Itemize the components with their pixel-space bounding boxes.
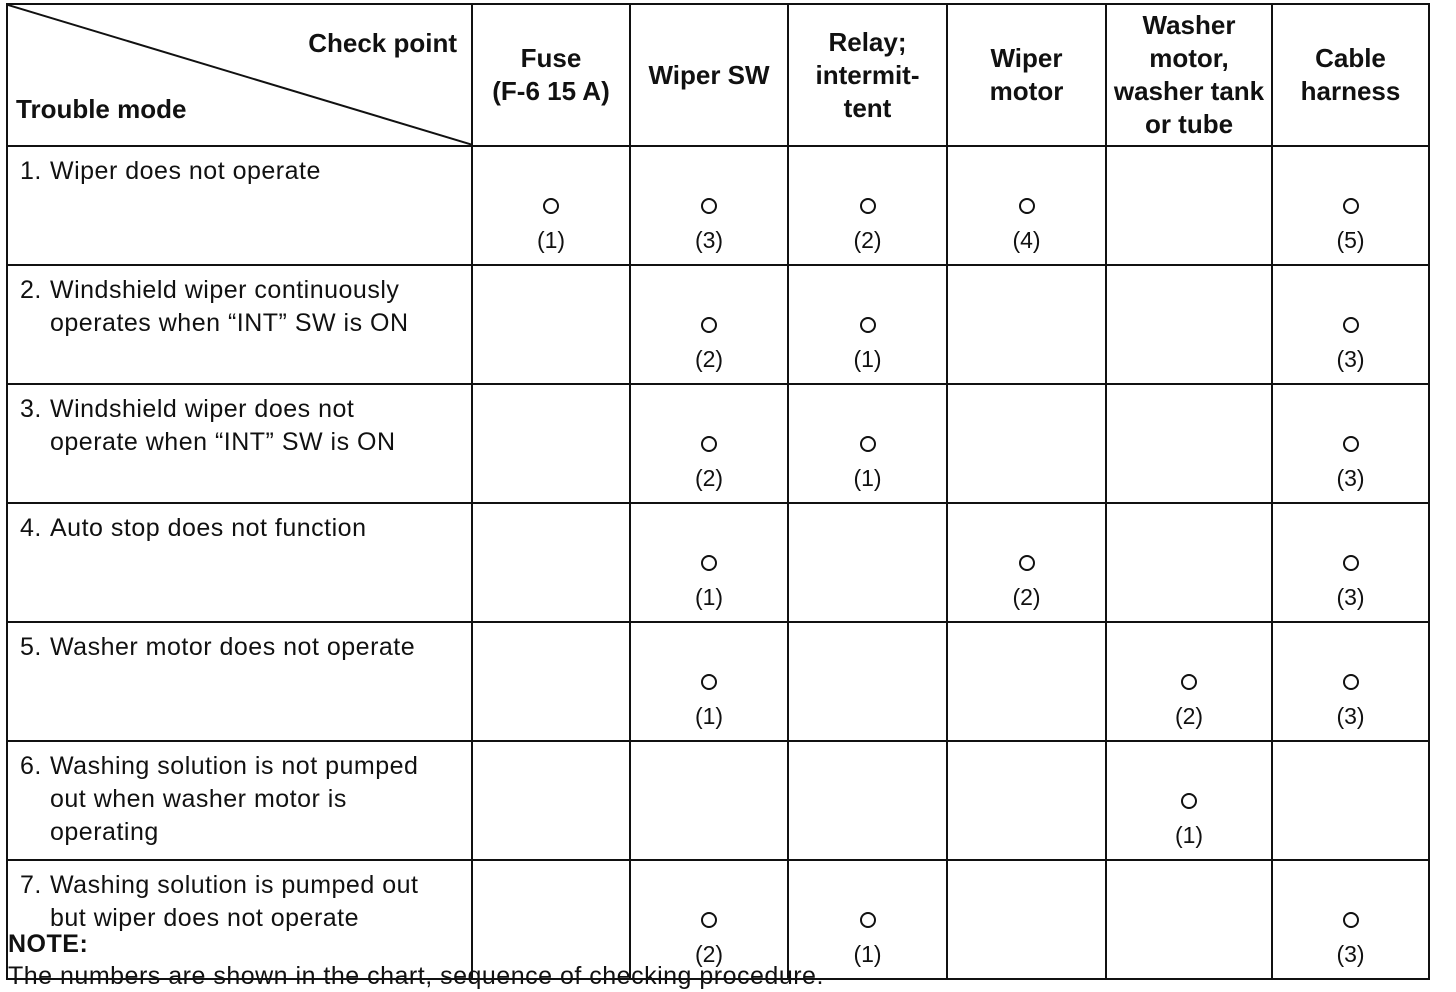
- check-cell: [947, 503, 1106, 622]
- column-header-line: Fuse: [520, 43, 582, 73]
- check-order: (4): [1012, 227, 1041, 253]
- check-order: (3): [1336, 941, 1365, 967]
- column-header-3: [788, 4, 947, 146]
- check-cell: [630, 265, 788, 384]
- trouble-text-line: operating: [50, 818, 159, 846]
- check-cell: [1272, 860, 1429, 979]
- table-row: [7, 741, 1429, 860]
- trouble-text-line: Washer motor does not operate: [50, 633, 416, 661]
- check-circle-icon: [1343, 317, 1359, 333]
- check-circle-icon: [1343, 436, 1359, 452]
- column-header-line: motor,: [1149, 43, 1229, 73]
- trouble-text-line: but wiper does not operate: [50, 904, 360, 932]
- check-order: (2): [1012, 584, 1041, 610]
- check-order: (1): [853, 465, 882, 491]
- check-order: (3): [1336, 346, 1365, 372]
- check-circle-icon: [1343, 198, 1359, 214]
- check-order: (2): [694, 346, 724, 372]
- check-circle-icon: [701, 198, 717, 214]
- column-header-line: tent: [843, 92, 892, 123]
- trouble-number: 6.: [20, 752, 42, 780]
- check-circle-icon: [1343, 555, 1359, 571]
- check-order: (3): [1336, 465, 1365, 491]
- check-cell: [1272, 146, 1429, 265]
- check-order: (2): [853, 227, 882, 253]
- check-cell: [947, 146, 1106, 265]
- trouble-text-line: Windshield wiper does not: [50, 395, 355, 423]
- check-cell: [788, 265, 947, 384]
- check-order: (1): [1174, 822, 1204, 848]
- check-order: (1): [853, 346, 882, 372]
- trouble-text-line: Washing solution is not pumped: [50, 752, 419, 780]
- check-circle-icon: [1181, 793, 1197, 809]
- note-title: NOTE:: [8, 930, 89, 958]
- troubleshooting-chart: [6, 3, 1430, 980]
- table-row: [7, 146, 1429, 265]
- trouble-number: 7.: [20, 871, 42, 899]
- table-row: [7, 622, 1429, 741]
- column-header-1: [472, 4, 630, 146]
- check-cell: [1106, 622, 1272, 741]
- check-order: (3): [1336, 584, 1365, 610]
- trouble-mode-cell: [7, 503, 472, 622]
- check-circle-icon: [701, 555, 717, 571]
- check-cell: [1272, 265, 1429, 384]
- check-cell: [1272, 384, 1429, 503]
- check-circle-icon: [701, 317, 717, 333]
- column-header-2: [630, 4, 788, 146]
- column-header-6: [1272, 4, 1429, 146]
- check-cell: [1106, 146, 1272, 265]
- column-header-line: (F-6 15 A): [492, 76, 610, 106]
- check-circle-icon: [701, 912, 717, 928]
- check-cell: [947, 741, 1106, 860]
- check-circle-icon: [1343, 674, 1359, 690]
- column-header-line: motor: [989, 76, 1064, 106]
- check-cell: [947, 265, 1106, 384]
- column-header-line: intermit-: [815, 59, 920, 90]
- check-order: (2): [694, 465, 724, 491]
- trouble-mode-cell: [7, 622, 472, 741]
- check-cell: [1106, 265, 1272, 384]
- trouble-text-line: operate when “INT” SW is ON: [50, 428, 396, 456]
- check-cell: [472, 622, 630, 741]
- check-order: (1): [853, 941, 882, 967]
- trouble-number: 5.: [20, 633, 42, 661]
- trouble-text-line: out when washer motor is: [50, 785, 347, 813]
- check-circle-icon: [1181, 674, 1197, 690]
- column-header-line: harness: [1300, 76, 1401, 106]
- check-cell: [1272, 741, 1429, 860]
- check-cell: [947, 622, 1106, 741]
- check-cell: [1106, 860, 1272, 979]
- check-circle-icon: [1019, 555, 1035, 571]
- column-header-line: Washer: [1142, 10, 1236, 40]
- check-order: (3): [694, 227, 724, 253]
- check-point-label: Check point: [308, 28, 457, 58]
- check-cell: [472, 265, 630, 384]
- check-order: (1): [694, 703, 724, 729]
- check-cell: [630, 146, 788, 265]
- check-cell: [472, 146, 630, 265]
- column-header-5: [1106, 4, 1272, 146]
- check-cell: [630, 503, 788, 622]
- table-row: [7, 503, 1429, 622]
- trouble-mode-cell: [7, 741, 472, 860]
- trouble-number: 3.: [20, 395, 42, 423]
- check-circle-icon: [543, 198, 559, 214]
- check-cell: [630, 622, 788, 741]
- column-header-line: or tube: [1144, 109, 1234, 139]
- check-order: (3): [1336, 703, 1365, 729]
- check-circle-icon: [701, 674, 717, 690]
- check-cell: [1272, 503, 1429, 622]
- check-order: (1): [536, 227, 566, 253]
- trouble-number: 2.: [20, 276, 42, 304]
- check-cell: [947, 384, 1106, 503]
- check-circle-icon: [860, 198, 876, 214]
- trouble-mode-cell: [7, 265, 472, 384]
- table-row: [7, 265, 1429, 384]
- check-cell: [788, 622, 947, 741]
- check-circle-icon: [1343, 912, 1359, 928]
- check-order: (2): [1174, 703, 1204, 729]
- trouble-text-line: operates when “INT” SW is ON: [50, 309, 409, 337]
- note-body: The numbers are shown in the chart, sequence of checking procedure.: [8, 962, 824, 990]
- column-header-4: [947, 4, 1106, 146]
- check-order: (1): [694, 584, 724, 610]
- check-cell: [1106, 503, 1272, 622]
- trouble-number: 1.: [20, 157, 42, 185]
- trouble-text-line: Windshield wiper continuously: [50, 276, 400, 304]
- table-row: [7, 384, 1429, 503]
- column-header-line: Wiper SW: [648, 59, 770, 90]
- column-header-line: Wiper: [990, 43, 1063, 73]
- check-cell: [1106, 384, 1272, 503]
- corner-header-cell: [7, 4, 472, 146]
- check-cell: [472, 384, 630, 503]
- trouble-text-line: Washing solution is pumped out: [50, 871, 419, 899]
- header-row: [7, 4, 1429, 146]
- trouble-mode-cell: [7, 384, 472, 503]
- column-header-line: Cable: [1315, 43, 1386, 73]
- chart-body: [7, 146, 1429, 979]
- trouble-mode-label: Trouble mode: [16, 94, 187, 124]
- check-circle-icon: [860, 317, 876, 333]
- check-cell: [788, 741, 947, 860]
- check-circle-icon: [860, 436, 876, 452]
- check-circle-icon: [1019, 198, 1035, 214]
- check-cell: [788, 146, 947, 265]
- check-circle-icon: [701, 436, 717, 452]
- check-order: (5): [1336, 227, 1365, 253]
- check-circle-icon: [860, 912, 876, 928]
- check-order: (2): [694, 941, 724, 967]
- check-cell: [947, 860, 1106, 979]
- trouble-text-line: Auto stop does not function: [50, 514, 367, 542]
- check-cell: [630, 741, 788, 860]
- trouble-text-line: Wiper does not operate: [50, 157, 321, 185]
- trouble-mode-cell: [7, 146, 472, 265]
- check-cell: [472, 503, 630, 622]
- trouble-number: 4.: [20, 514, 42, 542]
- column-header-line: Relay;: [828, 26, 907, 57]
- check-cell: [788, 503, 947, 622]
- check-cell: [1272, 622, 1429, 741]
- check-cell: [788, 384, 947, 503]
- check-cell: [1106, 741, 1272, 860]
- column-header-line: washer tank: [1113, 76, 1265, 106]
- check-cell: [630, 384, 788, 503]
- check-cell: [472, 741, 630, 860]
